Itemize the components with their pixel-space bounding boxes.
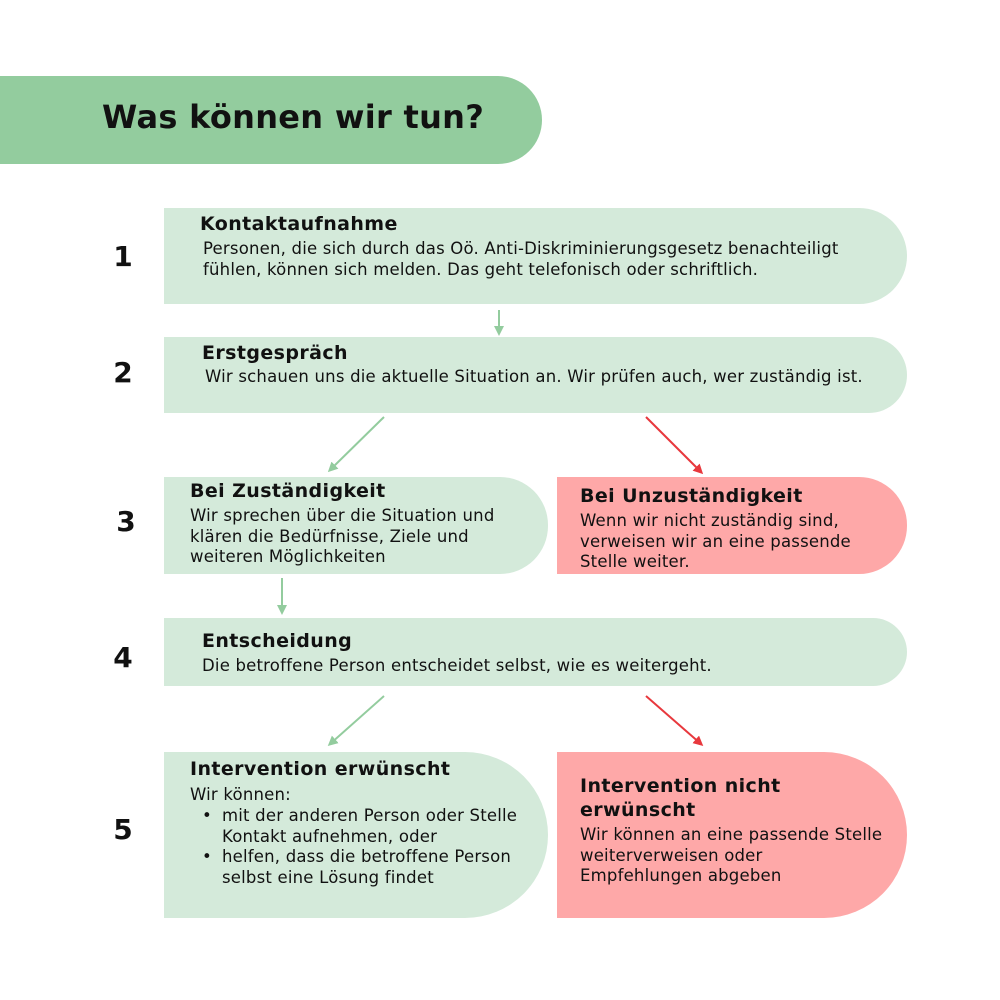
- step-text: Wir sprechen über die Situation und klären die Bedürfnisse, Ziele und weiteren Möglichkeiten: [190, 506, 495, 566]
- step-text: Wir schauen uns die aktuelle Situation an. Wir prüfen auch, wer zuständig ist.: [205, 367, 863, 386]
- step-text: Die betroffene Person entscheidet selbst, wie es weitergeht.: [202, 656, 712, 675]
- step-title: Intervention erwünscht: [190, 758, 451, 780]
- arrow-step4-to-step5-left: [330, 696, 384, 744]
- list-item: • mit der anderen Person oder Stelle Kontakt aufnehmen, oder: [190, 806, 548, 847]
- arrow-step2-to-step3-right: [646, 417, 701, 472]
- step-number-3: 3: [116, 505, 136, 538]
- step-number-4: 4: [113, 641, 133, 674]
- list-item: • helfen, dass die betroffene Person selbst eine Lösung findet: [190, 847, 548, 888]
- step-title: Kontaktaufnahme: [200, 213, 398, 235]
- step-title: Bei Unzuständigkeit: [580, 485, 803, 507]
- arrow-step2-to-step3-left: [330, 417, 384, 470]
- step-text: Wenn wir nicht zuständig sind, verweisen wir an eine passende Stelle weiter.: [580, 511, 851, 571]
- step-title: Erstgespräch: [202, 342, 348, 364]
- option-list: [190, 806, 548, 888]
- step-title: Intervention nicht erwünscht: [580, 775, 781, 821]
- step-number-1: 1: [113, 240, 133, 273]
- step-text: Personen, die sich durch das Oö. Anti-Diskriminierungsgesetz benachteiligt fühlen, können sich melden. Das geht telefonisch oder schriftlich.: [203, 239, 839, 279]
- page-title: Was können wir tun?: [102, 98, 485, 136]
- step-title: Entscheidung: [202, 630, 353, 652]
- step-text: Wir können an eine passende Stelle weiterverweisen oder Empfehlungen abgeben: [580, 825, 883, 885]
- step-number-2: 2: [113, 356, 133, 389]
- step-number-5: 5: [113, 813, 133, 846]
- arrow-step4-to-step5-right: [646, 696, 701, 744]
- step-intro: Wir können:: [190, 785, 291, 804]
- step-title: Bei Zuständigkeit: [190, 480, 386, 502]
